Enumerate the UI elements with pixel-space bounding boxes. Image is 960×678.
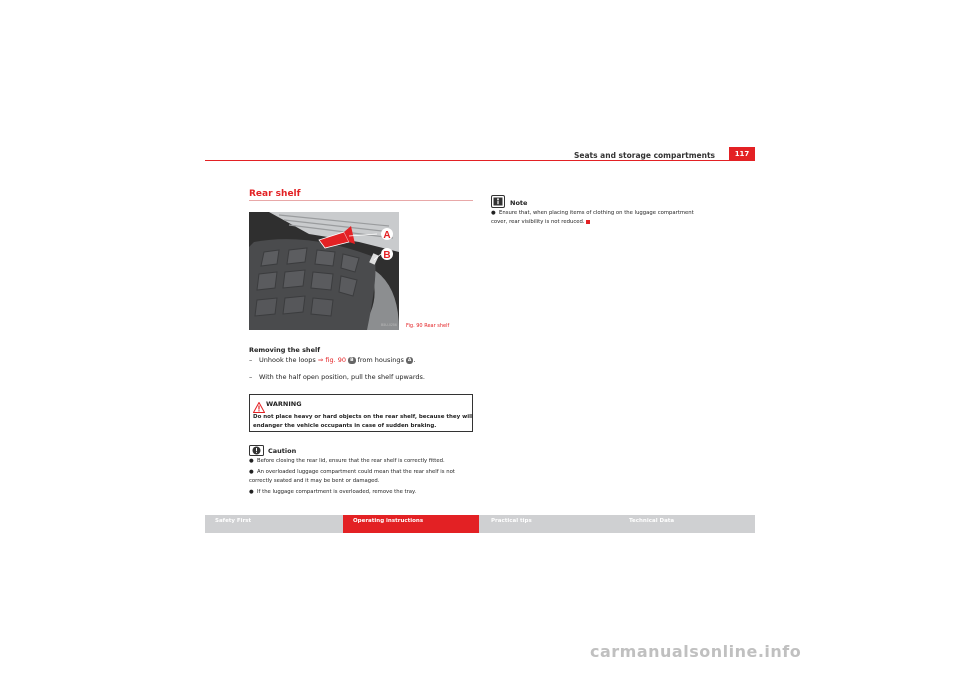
step-text: . — [413, 356, 416, 364]
warning-title: WARNING — [266, 400, 302, 408]
instruction-step-1 — [249, 356, 415, 364]
step-text: Unhook the loops — [259, 356, 316, 364]
step-text: With the half open position, pull the shelf upwards. — [259, 373, 425, 381]
caution-item: ● Before closing the rear lid, ensure that the rear shelf is correctly fitted. — [249, 458, 445, 464]
note-title: Note — [510, 199, 528, 207]
bullet-icon: ● — [249, 469, 254, 475]
figure-label-b: B — [383, 250, 391, 261]
step-dash: – — [249, 356, 253, 364]
note-text-line-1: ● Ensure that, when placing items of clothing on the luggage compartment — [491, 210, 694, 216]
step-dash: – — [249, 373, 253, 381]
section-divider — [249, 200, 473, 201]
nav-tab-safety-first[interactable]: Safety First — [215, 518, 252, 524]
bullet-icon: ● — [249, 458, 254, 464]
header-divider — [205, 160, 755, 161]
figure-image-code: B5U-0256 — [381, 323, 397, 327]
nav-tab-practical-tips[interactable]: Practical tips — [491, 518, 532, 524]
end-marker-icon — [586, 220, 590, 224]
housing-a-badge: A — [407, 357, 412, 363]
page-number: 117 — [729, 147, 755, 161]
caution-title: Caution — [268, 447, 297, 455]
nav-tab-operating-instructions[interactable]: Operating instructions — [343, 515, 479, 533]
warning-text-line-1: Do not place heavy or hard objects on the rear shelf, because they will — [253, 414, 473, 420]
instruction-step-2 — [249, 373, 425, 381]
warning-text-line-2: endanger the vehicle occupants in case of sudden braking. — [253, 423, 437, 429]
nav-tab-technical-data[interactable]: Technical Data — [629, 518, 675, 524]
page-header-title: Seats and storage compartments — [573, 151, 715, 160]
rear-shelf-figure — [249, 212, 399, 330]
bullet-icon: ● — [491, 210, 496, 216]
removing-shelf-heading: Removing the shelf — [249, 346, 321, 354]
rear-shelf-illustration — [249, 212, 399, 330]
caution-item: ● If the luggage compartment is overloaded, remove the tray. — [249, 489, 417, 495]
caution-item: ● An overloaded luggage compartment could mean that the rear shelf is not — [249, 469, 455, 475]
footer-watermark: carmanualsonline.info — [590, 642, 802, 661]
section-title: Rear shelf — [249, 189, 301, 199]
figure-caption: Fig. 90 Rear shelf — [406, 323, 450, 329]
caution-item-continued: correctly seated and it may be bent or damaged. — [249, 478, 380, 484]
figure-cross-reference[interactable]: ⇒ fig. 90 — [317, 356, 347, 364]
housing-b-badge: B — [350, 357, 354, 363]
step-text: from housings — [357, 356, 404, 364]
note-text-line-2: cover, rear visibility is not reduced. — [491, 219, 590, 225]
bullet-icon: ● — [249, 489, 254, 495]
figure-label-a: A — [383, 230, 391, 241]
